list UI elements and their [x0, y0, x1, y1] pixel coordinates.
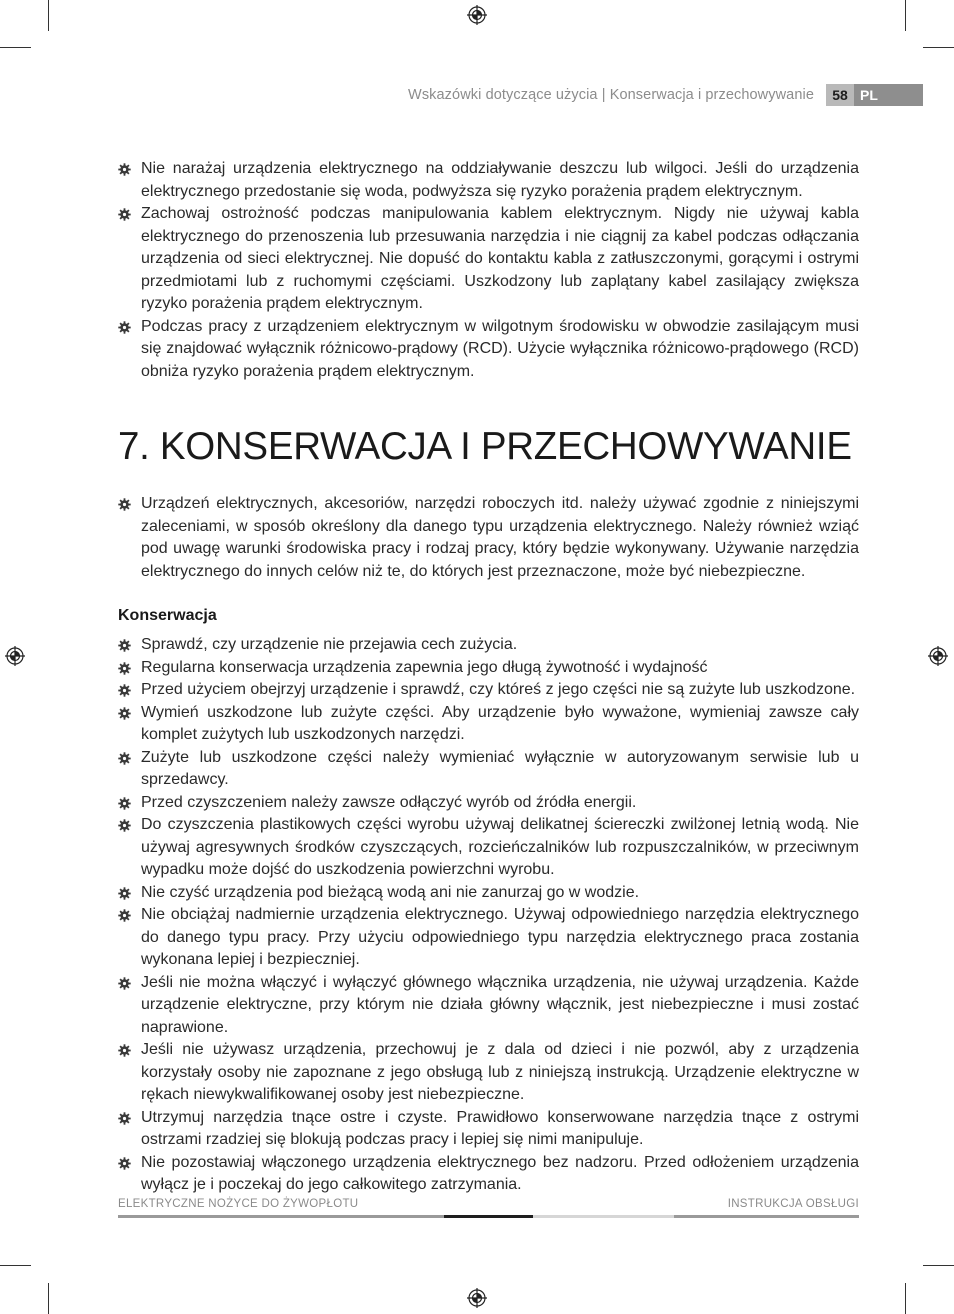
- section-title: 7. KONSERWACJA I PRZECHOWYWANIE: [118, 425, 852, 468]
- list-item-text: Zachowaj ostrożność podczas manipulowania kablem elektrycznym. Nigdy nie używaj kabla elektrycznego do przenoszenia lub przesuwania narzędzia i nie ciągnij za kabel podczas odłączania urządzenia od sieci elektrycznej. Nie dopuść do kontaktu kabla z zatłuszczonymi, gorącymi i ostrymi przedmiotami lub z ruchomymi częściami. Uszkodzony lub zaplątany kabel zasilający zwiększa ryzyko porażenia prądem elektrycznym.: [141, 205, 859, 312]
- list-item: [118, 1152, 859, 1197]
- gear-bullet-icon: [118, 1157, 131, 1170]
- registration-mark-icon: [4, 645, 26, 667]
- list-item: [118, 702, 859, 747]
- gear-bullet-icon: [118, 321, 131, 334]
- list-item: [118, 792, 859, 815]
- list-item-text: Do czyszczenia plastikowych części wyrobu używaj delikatnej ściereczki zwilżonej letnią wodą. Nie używaj agresywnych środków czyszczących, rozcieńczalników lub rozpuszczalników, w przeciwnym wypadku może dojść do uszkodzenia powierzchni wyrobu.: [141, 816, 859, 878]
- list-item-text: Jeśli nie używasz urządzenia, przechowuj je z dala od dzieci i nie pozwól, aby z urządzenia korzystały osoby nie zapoznane z jego obsługą lub z niniejszą instrukcją. Urządzenie elektryczne w rękach niewykwalifikowanej osoby jest niebezpieczne.: [141, 1041, 859, 1103]
- page-content: [118, 158, 859, 1197]
- gear-bullet-icon: [118, 797, 131, 810]
- crop-mark: [905, 0, 906, 31]
- list-item: [118, 814, 859, 882]
- gear-bullet-icon: [118, 887, 131, 900]
- list-item: [118, 904, 859, 972]
- language-badge: PL: [854, 84, 923, 106]
- crop-mark: [923, 1265, 954, 1266]
- crop-mark: [48, 0, 49, 31]
- list-item-text: Podczas pracy z urządzeniem elektrycznym w wilgotnym środowisku w obwodzie zasilającym musi się znajdować wyłącznik różnicowo-prądowy (RCD). Użycie wyłącznika różnicowo-prądowego (RCD) obniża ryzyko porażenia prądem elektrycznym.: [141, 317, 859, 380]
- list-item-text: Przed użyciem obejrzyj urządzenie i sprawdź, czy któreś z jego części nie są zużyte lub uszkodzone.: [141, 681, 856, 698]
- list-item: [118, 657, 859, 680]
- list-item-text: Utrzymuj narzędzia tnące ostre i czyste. Prawidłowo konserwowane narzędzia tnące z ostrymi ostrzami rzadziej się blokują podczas pracy i lepiej się nimi manipuluje.: [141, 1108, 859, 1148]
- footer-rule: [533, 1215, 674, 1218]
- footer-rule: [118, 1215, 444, 1218]
- intro-bullet-list: [118, 158, 859, 383]
- subheading: Konserwacja: [118, 607, 217, 624]
- footer-rule: [444, 1215, 533, 1218]
- header-title: Wskazówki dotyczące użycia | Konserwacja i przechowywanie: [408, 87, 814, 103]
- crop-mark: [0, 1265, 31, 1266]
- gear-bullet-icon: [118, 752, 131, 765]
- list-item: [118, 316, 859, 384]
- crop-mark: [923, 47, 954, 48]
- gear-bullet-icon: [118, 639, 131, 652]
- list-item: [118, 634, 859, 657]
- maintenance-list: [118, 634, 859, 1197]
- list-item-text: Urządzeń elektrycznych, akcesoriów, narzędzi roboczych itd. należy używać zgodnie z niniejszymi zaleceniami, w sposób określony dla danego typu urządzenia elektrycznego. Należy również wziąć pod uwagę warunki środowiska pracy i rodzaj pracy, który będzie wykonywany. Używanie narzędzia elektrycznego do innych celów niż te, do których jest przeznaczone, może być niebezpieczne.: [141, 495, 859, 580]
- gear-bullet-icon: [118, 208, 131, 221]
- section-intro-list: [118, 493, 859, 583]
- page-number: 58: [826, 84, 854, 106]
- footer-right: INSTRUKCJA OBSŁUGI: [727, 1198, 859, 1210]
- gear-bullet-icon: [118, 498, 131, 511]
- footer-left: ELEKTRYCZNE NOŻYCE DO ŻYWOPŁOTU: [118, 1198, 359, 1210]
- gear-bullet-icon: [118, 1044, 131, 1057]
- gear-bullet-icon: [118, 684, 131, 697]
- gear-bullet-icon: [118, 909, 131, 922]
- registration-mark-icon: [466, 1287, 488, 1309]
- list-item: [118, 493, 859, 583]
- list-item-text: Przed czyszczeniem należy zawsze odłączyć wyrób od źródła energii.: [141, 793, 637, 811]
- gear-bullet-icon: [118, 662, 131, 675]
- list-item: [118, 1107, 859, 1152]
- list-item: [118, 1039, 859, 1107]
- list-item-text: Nie czyść urządzenia pod bieżącą wodą ani nie zanurzaj go w wodzie.: [141, 883, 640, 901]
- list-item-text: Zużyte lub uszkodzone części należy wymieniać wyłącznie w autoryzowanym serwisie lub u sprzedawcy.: [141, 748, 859, 788]
- list-item-text: Sprawdź, czy urządzenie nie przejawia cech zużycia.: [141, 636, 518, 653]
- list-item: [118, 882, 859, 905]
- list-item-text: Jeśli nie można włączyć i wyłączyć głównego włącznika urządzenia, nie używaj urządzenia. Każde urządzenie elektryczne, przy którym nie działa główny włącznik, jest niebezpieczne i musi zostać naprawione.: [141, 973, 859, 1036]
- registration-mark-icon: [927, 645, 949, 667]
- gear-bullet-icon: [118, 819, 131, 832]
- gear-bullet-icon: [118, 1112, 131, 1125]
- crop-mark: [0, 47, 31, 48]
- page-header: [118, 84, 923, 106]
- list-item: [118, 747, 859, 792]
- gear-bullet-icon: [118, 707, 131, 720]
- list-item-text: Nie pozostawiaj włączonego urządzenia elektrycznego bez nadzoru. Przed odłożeniem urządzenia wyłącz je i poczekaj do jego całkowitego zatrzymania.: [141, 1153, 859, 1193]
- page-footer: [118, 1198, 859, 1210]
- list-item-text: Nie obciążaj nadmiernie urządzenia elektrycznego. Używaj odpowiedniego narzędzia elektrycznego do danego typu pracy. Przy użyciu odpowiedniego typu narzędzia elektrycznego praca zostania wykonana lepiej i bezpieczniej.: [141, 906, 859, 968]
- list-item-text: Wymień uszkodzone lub zużyte części. Aby urządzenie było wyważone, wymieniaj zawsze cały komplet zużytych lub uszkodzonych narzędzi.: [141, 703, 859, 743]
- list-item: [118, 679, 859, 702]
- registration-mark-icon: [466, 4, 488, 26]
- list-item-text: Regularna konserwacja urządzenia zapewnia jego długą żywotność i wydajność: [141, 658, 708, 676]
- footer-rule: [674, 1215, 859, 1218]
- list-item: [118, 158, 859, 203]
- list-item: [118, 203, 859, 316]
- crop-mark: [48, 1283, 49, 1314]
- gear-bullet-icon: [118, 163, 131, 176]
- crop-mark: [905, 1283, 906, 1314]
- list-item-text: Nie narażaj urządzenia elektrycznego na oddziaływanie deszczu lub wilgoci. Jeśli do urządzenia elektrycznego przedostanie się woda, podwyższa się ryzyko porażenia prądem elektrycznym.: [141, 160, 859, 200]
- list-item: [118, 972, 859, 1040]
- gear-bullet-icon: [118, 977, 131, 990]
